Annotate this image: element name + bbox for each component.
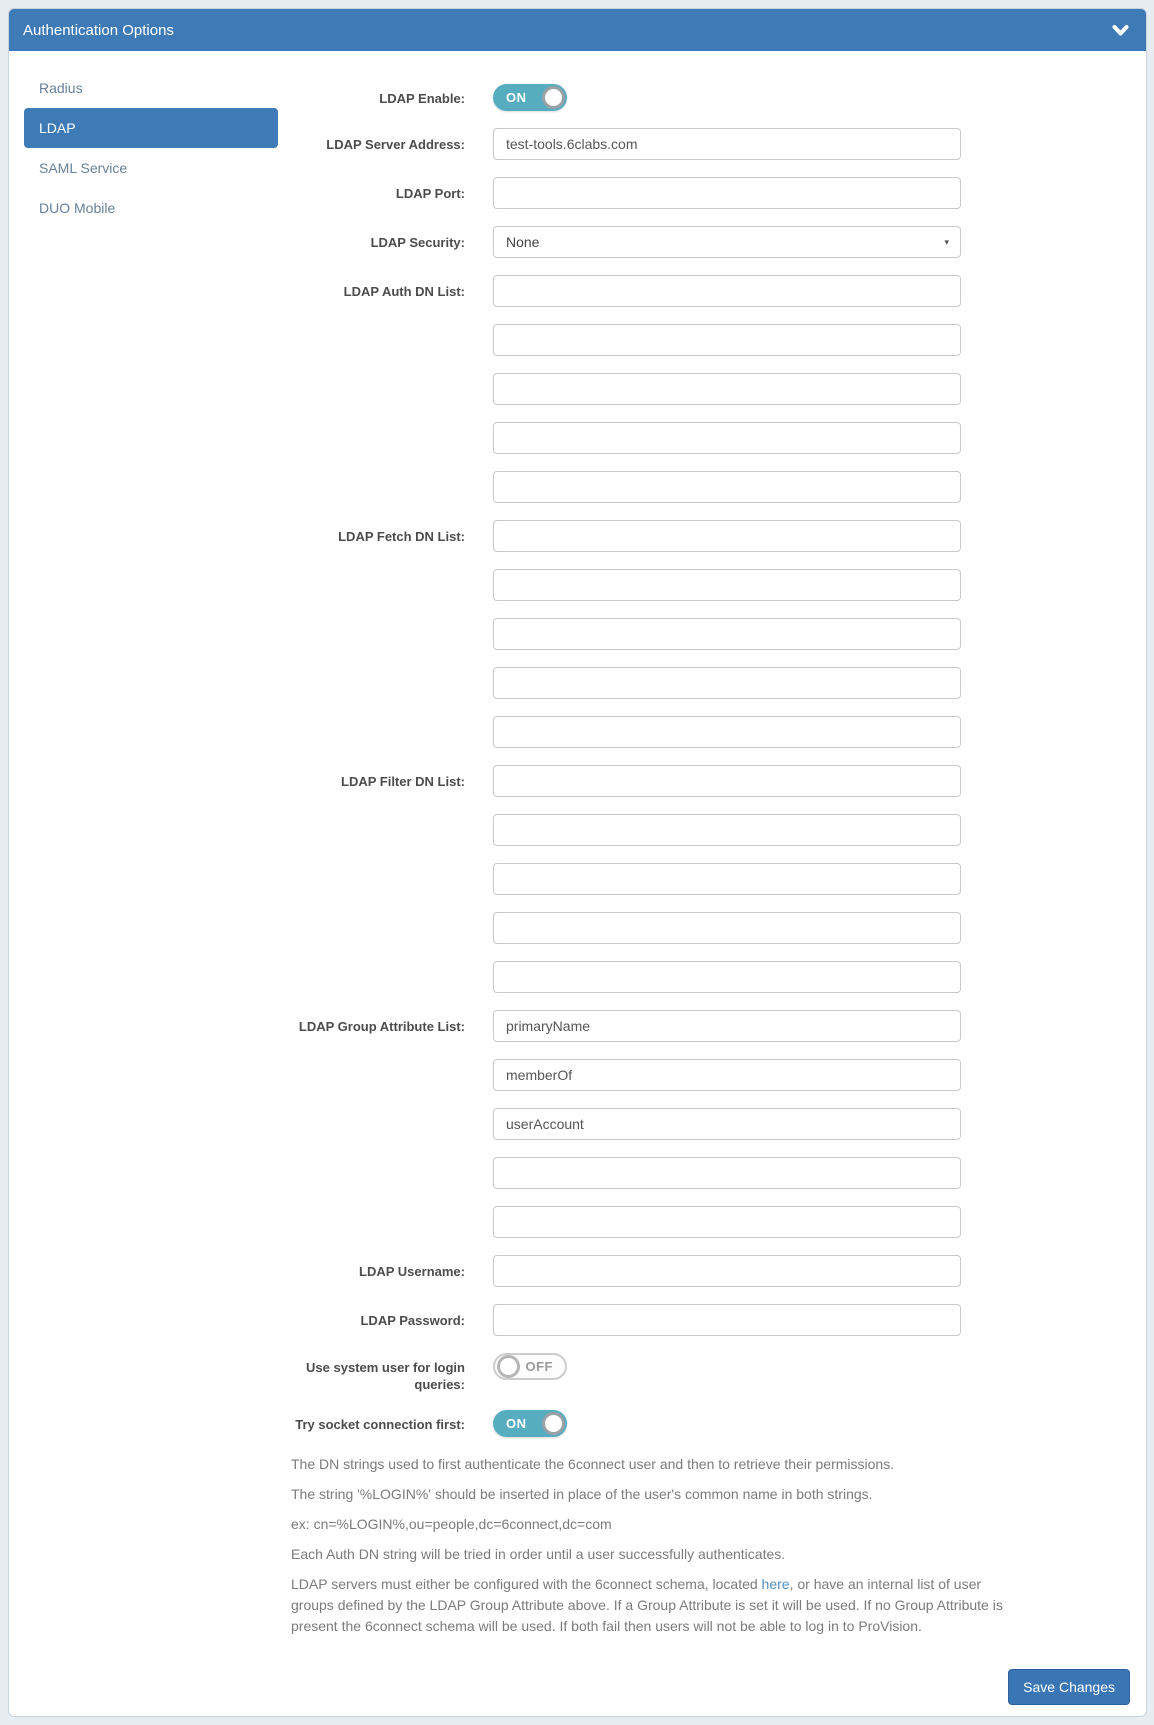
ldap-username-input[interactable] [493, 1255, 961, 1287]
ldap-filter-dn-list-input-5[interactable] [493, 961, 961, 993]
ldap-enable-control [493, 84, 961, 111]
ldap-port-label: LDAP Port: [395, 186, 465, 201]
ldap-port-input[interactable] [493, 177, 961, 209]
chevron-down-icon[interactable] [1112, 24, 1129, 37]
sidebar-item-radius[interactable]: Radius [39, 80, 83, 96]
ldap-port-row [291, 177, 1146, 209]
try-socket-connection-first-toggle-knob [542, 1412, 565, 1435]
help-paragraph-3 [291, 1514, 1023, 1535]
ldap-enable-label: LDAP Enable: [379, 91, 465, 106]
ldap-security-select[interactable] [493, 226, 961, 258]
ldap-fetch-dn-list-input-2[interactable] [493, 569, 961, 601]
ldap-enable-toggle-knob [542, 86, 565, 109]
ldap-security-row [291, 226, 1146, 258]
ldap-password-input[interactable] [493, 1304, 961, 1336]
ldap-fetch-dn-list-input-5[interactable] [493, 716, 961, 748]
ldap-filter-dn-list-input-2[interactable] [493, 814, 961, 846]
auth-methods-sidebar [9, 51, 291, 228]
use-system-user-for-login-queries-toggle[interactable] [493, 1353, 567, 1380]
ldap-fetch-dn-list-control [493, 520, 961, 748]
ldap-auth-dn-list-row [291, 275, 1146, 503]
authentication-options-panel [8, 8, 1147, 1717]
sidebar-item-ldap[interactable]: LDAP [24, 108, 278, 148]
ldap-fetch-dn-list-input-3[interactable] [493, 618, 961, 650]
ldap-enable-toggle-state: ON [506, 90, 527, 105]
help-text: The string '%LOGIN%' should be inserted in place of the user's common name in both strings. [291, 1486, 873, 1502]
help-text: LDAP servers must either be configured with the 6connect schema, located [291, 1576, 762, 1592]
try-socket-connection-first-row [291, 1410, 1146, 1437]
try-socket-connection-first-toggle[interactable] [493, 1410, 567, 1437]
ldap-filter-dn-list-row [291, 765, 1146, 993]
use-system-user-for-login-queries-row [291, 1353, 1146, 1393]
panel-header [9, 9, 1146, 51]
page-title: Authentication Options [23, 21, 174, 39]
ldap-username-control [493, 1255, 961, 1287]
panel-body [9, 51, 1146, 1646]
ldap-auth-dn-list-label: LDAP Auth DN List: [343, 284, 465, 299]
ldap-group-attribute-list-row [291, 1010, 1146, 1238]
ldap-fetch-dn-list-row [291, 520, 1146, 748]
ldap-auth-dn-list-control [493, 275, 961, 503]
ldap-auth-dn-list-input-3[interactable] [493, 373, 961, 405]
ldap-password-row [291, 1304, 1146, 1336]
use-system-user-for-login-queries-toggle-knob [497, 1355, 520, 1378]
ldap-server-address-row [291, 128, 1146, 160]
ldap-password-control [493, 1304, 961, 1336]
help-text: The DN strings used to first authenticate the 6connect user and then to retrieve their permissions. [291, 1456, 895, 1472]
try-socket-connection-first-control [493, 1410, 961, 1437]
help-paragraph-5 [291, 1574, 1023, 1637]
here-link[interactable]: here [761, 1576, 790, 1592]
ldap-auth-dn-list-input-1[interactable] [493, 275, 961, 307]
ldap-filter-dn-list-input-3[interactable] [493, 863, 961, 895]
help-paragraph-1 [291, 1454, 1023, 1475]
use-system-user-for-login-queries-control [493, 1353, 961, 1380]
ldap-server-address-label: LDAP Server Address: [326, 137, 465, 152]
ldap-filter-dn-list-control [493, 765, 961, 993]
ldap-auth-dn-list-input-5[interactable] [493, 471, 961, 503]
ldap-group-attribute-list-input-2[interactable] [493, 1059, 961, 1091]
ldap-group-attribute-list-input-3[interactable] [493, 1108, 961, 1140]
help-text: , or have an internal list of user groups defined by the LDAP Group Attribute above. If a Group Attribute is set it will be used. If no Group Attribute is present the 6connect schema will be used. If both fail then users will not be able to log in to ProVision. [291, 1576, 1003, 1634]
help-text-block [291, 1454, 1023, 1637]
ldap-enable-row [291, 84, 1146, 111]
ldap-auth-dn-list-input-4[interactable] [493, 422, 961, 454]
panel-footer [1008, 1669, 1130, 1705]
help-text: Each Auth DN string will be tried in order until a user successfully authenticates. [291, 1546, 786, 1562]
ldap-auth-dn-list-input-2[interactable] [493, 324, 961, 356]
ldap-filter-dn-list-input-1[interactable] [493, 765, 961, 797]
try-socket-connection-first-label: Try socket connection first: [295, 1417, 465, 1432]
ldap-server-address-control [493, 128, 961, 160]
try-socket-connection-first-toggle-state: ON [506, 1416, 527, 1431]
sidebar-item-saml-service[interactable]: SAML Service [39, 160, 128, 176]
use-system-user-for-login-queries-toggle-state: OFF [525, 1359, 553, 1374]
sidebar-item-duo-mobile[interactable]: DUO Mobile [39, 200, 116, 216]
ldap-fetch-dn-list-label: LDAP Fetch DN List: [338, 529, 465, 544]
ldap-fetch-dn-list-input-1[interactable] [493, 520, 961, 552]
help-text: ex: cn=%LOGIN%,ou=people,dc=6connect,dc=com [291, 1516, 612, 1532]
ldap-security-control [493, 226, 961, 258]
help-paragraph-2 [291, 1484, 1023, 1505]
ldap-username-label: LDAP Username: [359, 1264, 465, 1279]
ldap-group-attribute-list-control [493, 1010, 961, 1238]
ldap-group-attribute-list-input-1[interactable] [493, 1010, 961, 1042]
ldap-filter-dn-list-input-4[interactable] [493, 912, 961, 944]
ldap-group-attribute-list-input-4[interactable] [493, 1157, 961, 1189]
ldap-group-attribute-list-label: LDAP Group Attribute List: [298, 1019, 465, 1034]
ldap-enable-toggle[interactable] [493, 84, 567, 111]
ldap-security-selected-value: None [506, 234, 540, 250]
ldap-fetch-dn-list-input-4[interactable] [493, 667, 961, 699]
save-changes-button[interactable]: Save Changes [1008, 1669, 1130, 1705]
select-caret-icon: ▾ [944, 236, 949, 247]
ldap-security-label: LDAP Security: [370, 235, 465, 250]
ldap-group-attribute-list-input-5[interactable] [493, 1206, 961, 1238]
ldap-port-control [493, 177, 961, 209]
use-system-user-for-login-queries-label: Use system user for login queries: [306, 1360, 465, 1392]
ldap-password-label: LDAP Password: [360, 1313, 465, 1328]
help-paragraph-4 [291, 1544, 1023, 1565]
ldap-filter-dn-list-label: LDAP Filter DN List: [341, 774, 465, 789]
ldap-username-row [291, 1255, 1146, 1287]
ldap-settings-form [291, 51, 1146, 1646]
ldap-server-address-input[interactable] [493, 128, 961, 160]
